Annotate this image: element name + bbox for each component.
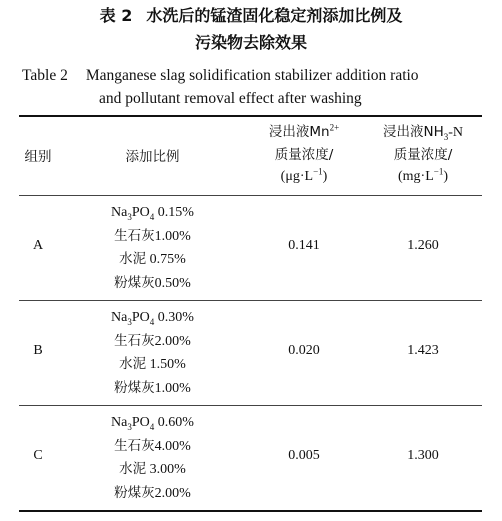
- row-b-nh3: 1.423: [407, 343, 439, 358]
- row-a-na3po4: $Na_3PO_4$ 0.15%: [111, 205, 194, 222]
- row-c-nh3: 1.300: [407, 448, 439, 463]
- header-mn-line2: 质量浓度/: [274, 147, 334, 163]
- caption-cn-text1: 水洗后的锰渣固化稳定剂添加比例及: [146, 6, 403, 25]
- caption-en-line1: [22, 64, 419, 87]
- row-a-nh3: 1.260: [407, 238, 439, 253]
- header-nh3-line1: 浸出液$NH_3-N$: [382, 124, 464, 142]
- header-mn-line1: 浸出液$Mn^{2+}$: [268, 122, 340, 140]
- row-a-group: A: [32, 238, 44, 253]
- header-mn: [245, 121, 363, 188]
- row-b-cement: 水泥 1.50%: [119, 356, 186, 372]
- row-b-na3po4: $Na_3PO_4$ 0.30%: [111, 310, 194, 327]
- row-c-mn: 0.005: [288, 448, 320, 463]
- caption-en-text1: Manganese slag solidification stabilizer addition ratio: [85, 67, 419, 84]
- row-b-flyash: 粉煤灰1.00%: [114, 379, 191, 396]
- row-c-na3po4: $Na_3PO_4$ 0.60%: [111, 415, 194, 432]
- caption-en-label: Table 2: [22, 67, 68, 84]
- header-nh3-line2: 质量浓度/: [393, 147, 453, 163]
- header-nh3-line3: $(mg\cdot L^{-1})$: [397, 166, 448, 184]
- row-c-ratio: [95, 412, 210, 505]
- row-b-group: B: [33, 343, 43, 358]
- row-c-cement: 水泥 3.00%: [119, 461, 186, 477]
- row-b-mn: 0.020: [288, 343, 320, 358]
- row-c-flyash: 粉煤灰2.00%: [114, 484, 191, 501]
- header-ratio: 添加比例: [125, 149, 180, 165]
- table-bottom-rule: [19, 510, 482, 512]
- header-mn-line3: $(\mu g\cdot L^{-1})$: [280, 166, 328, 184]
- header-nh3: [363, 121, 483, 188]
- table-top-rule: [19, 115, 482, 117]
- caption-cn-line1: [0, 4, 502, 28]
- row-a-flyash: 粉煤灰0.50%: [114, 274, 191, 291]
- row-a-ratio: [95, 202, 210, 295]
- row-a-mn: 0.141: [288, 238, 320, 253]
- table-row-divider-2: [19, 405, 482, 406]
- row-b-lime: 生石灰2.00%: [114, 332, 191, 349]
- table-header-rule: [19, 195, 482, 196]
- caption-cn-line2: 污染物去除效果: [194, 33, 307, 52]
- row-b-ratio: [95, 307, 210, 400]
- table-row-divider-1: [19, 300, 482, 301]
- row-a-cement: 水泥 0.75%: [119, 251, 186, 267]
- caption-en-line2: and pollutant removal effect after washing: [99, 90, 362, 107]
- header-group: 组别: [24, 149, 52, 165]
- caption-cn-label: 表 2: [99, 6, 133, 25]
- row-c-group: C: [33, 448, 43, 463]
- row-c-lime: 生石灰4.00%: [114, 437, 191, 454]
- row-a-lime: 生石灰1.00%: [114, 227, 191, 244]
